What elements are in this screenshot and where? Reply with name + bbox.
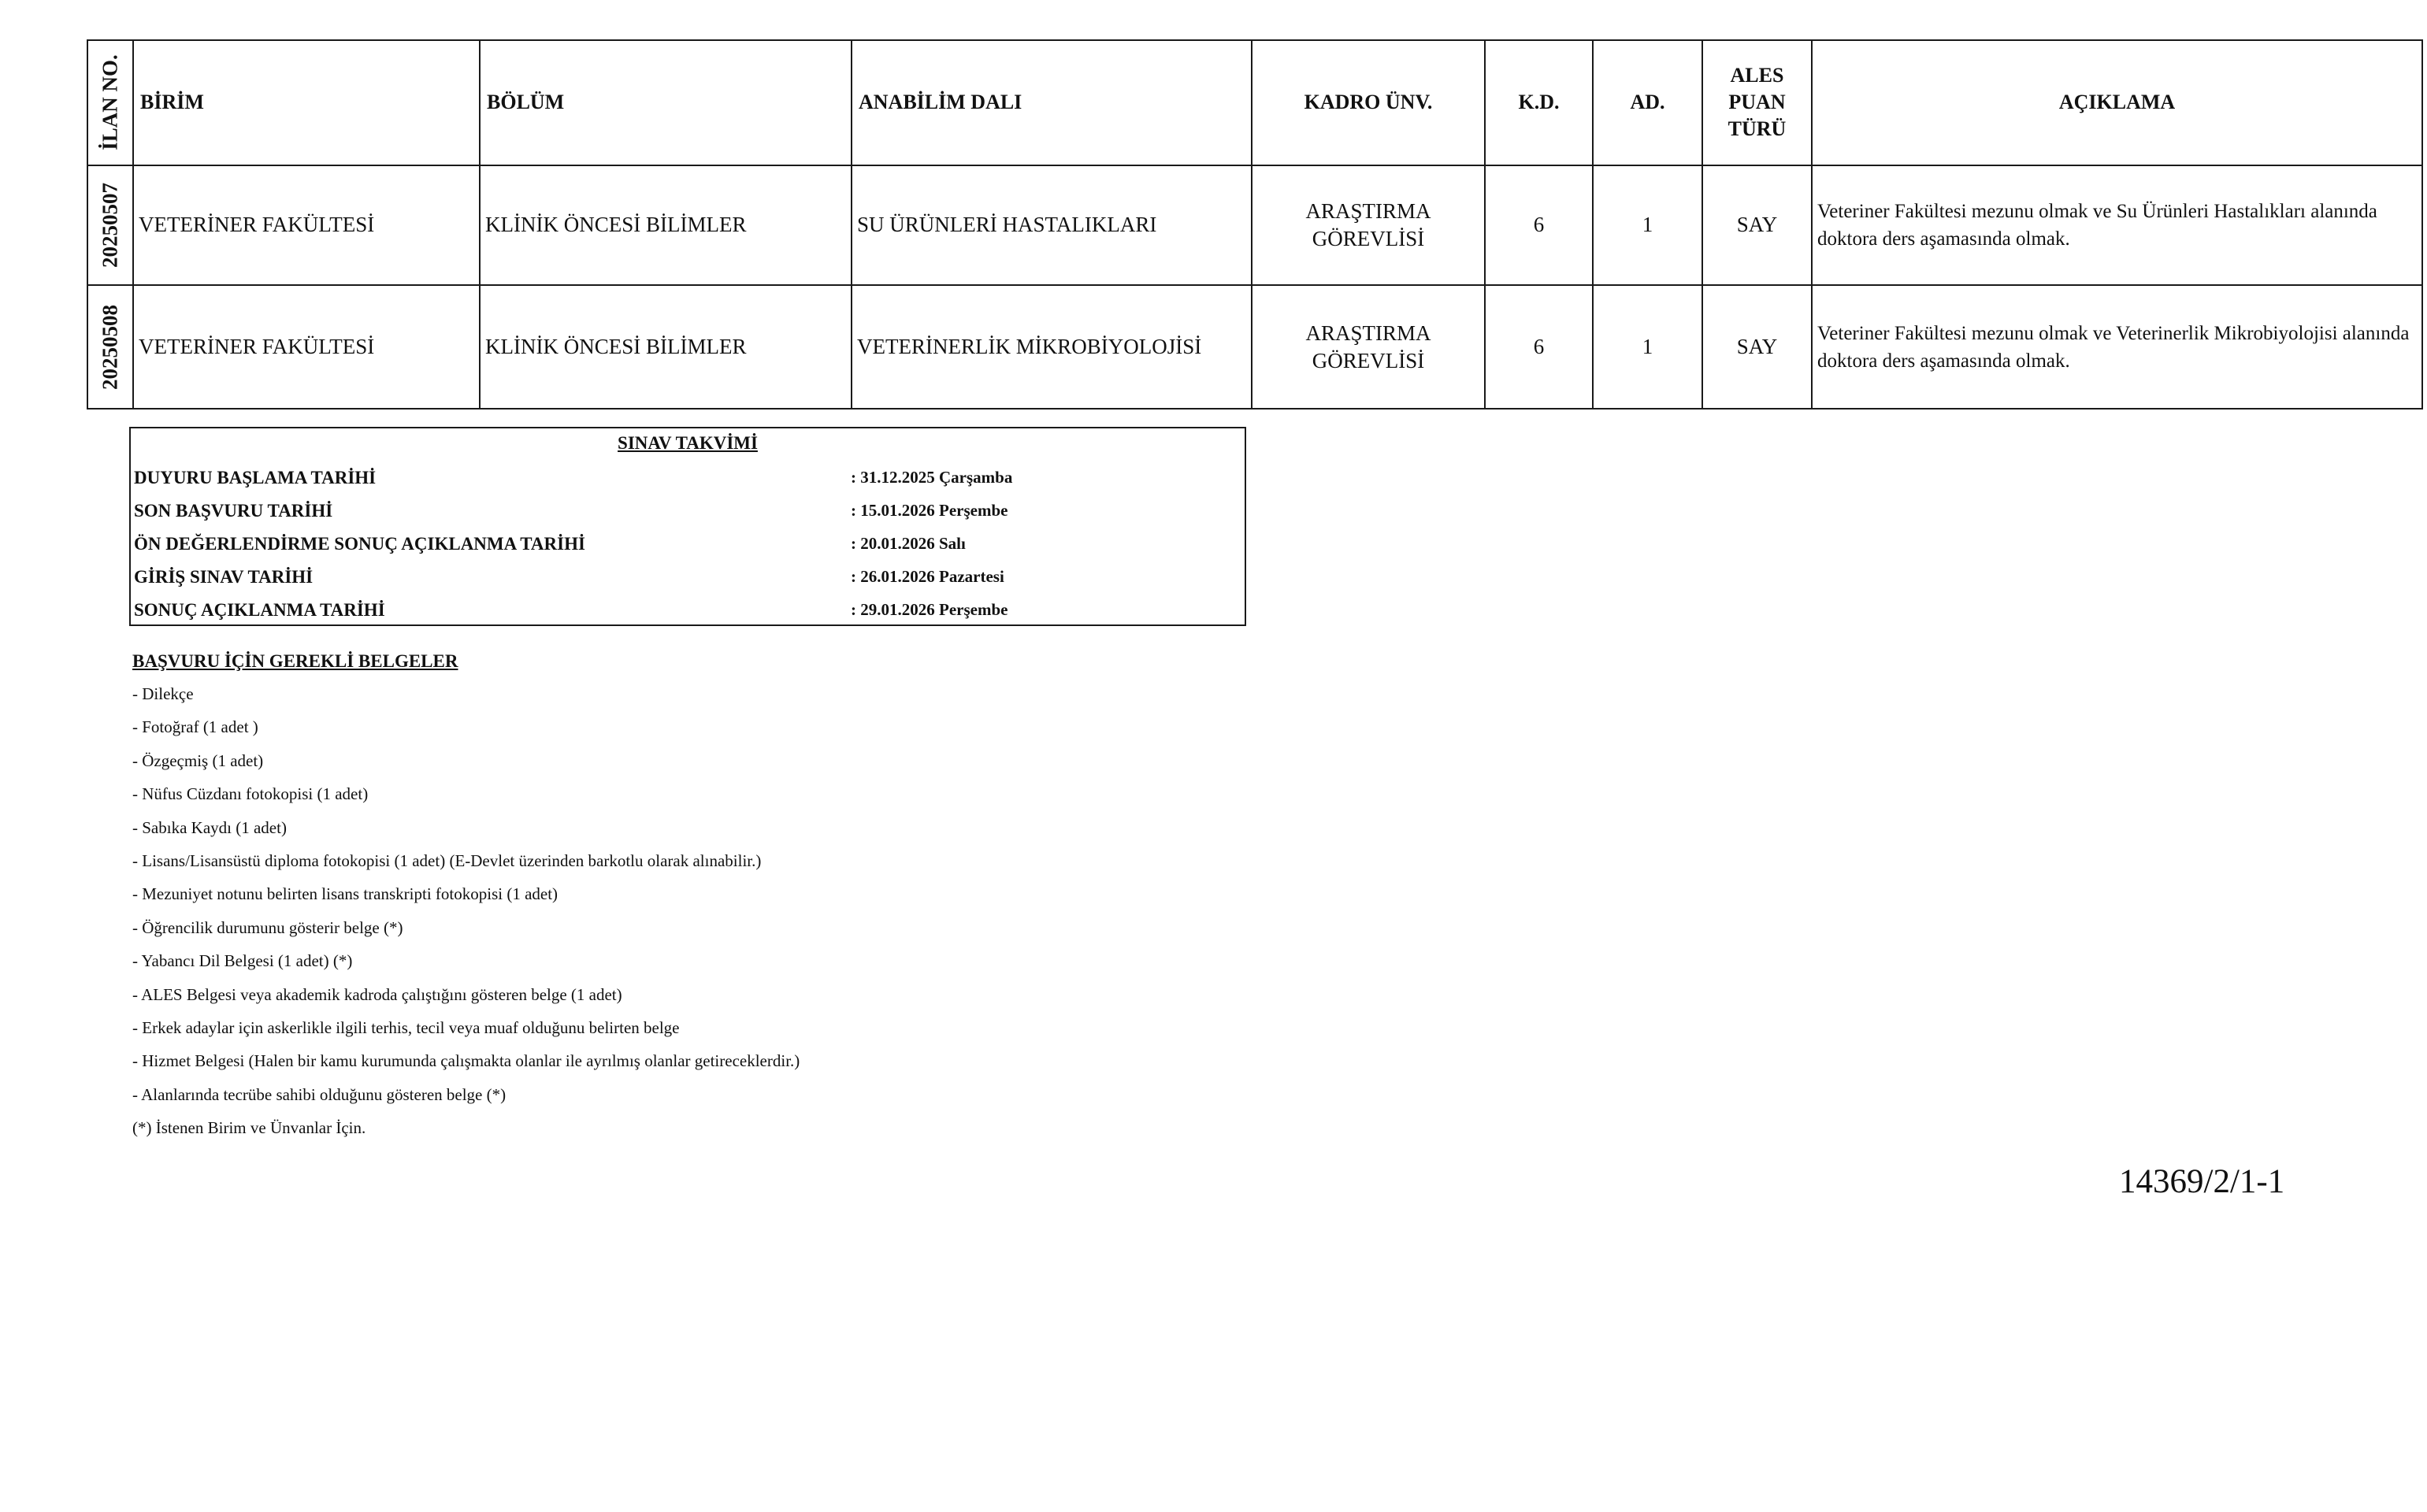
schedule-label: GİRİŞ SINAV TARİHİ xyxy=(134,567,314,587)
header-ad: AD. xyxy=(1593,40,1702,165)
list-item: - Mezuniyet notunu belirten lisans transkripti fotokopisi (1 adet) xyxy=(132,884,559,904)
exam-schedule-title: SINAV TAKVİMİ xyxy=(618,433,758,453)
anabilim-dali-cell: VETERİNERLİK MİKROBİYOLOJİSİ xyxy=(852,285,1252,409)
list-item: - Dilekçe xyxy=(132,684,194,703)
required-documents-title: BAŞVURU İÇİN GEREKLİ BELGELER xyxy=(132,651,458,671)
header-ales-puan-turu: ALES PUAN TÜRÜ xyxy=(1702,40,1812,165)
required-documents-section xyxy=(132,646,800,1144)
table-row xyxy=(87,165,2422,286)
header-birim: BİRİM xyxy=(133,40,480,165)
positions-table xyxy=(87,39,2423,410)
kadro-unv-cell: ARAŞTIRMA GÖREVLİSİ xyxy=(1252,165,1485,286)
header-anabilim-dali: ANABİLİM DALI xyxy=(852,40,1252,165)
exam-schedule-box xyxy=(129,427,1246,626)
schedule-label: SON BAŞVURU TARİHİ xyxy=(134,501,333,521)
list-item: - Sabıka Kaydı (1 adet) xyxy=(132,817,287,837)
bolum-cell: KLİNİK ÖNCESİ BİLİMLER xyxy=(480,285,852,409)
kadro-unv-cell: ARAŞTIRMA GÖREVLİSİ xyxy=(1252,285,1485,409)
header-aciklama: AÇIKLAMA xyxy=(1812,40,2422,165)
list-item: - Lisans/Lisansüstü diploma fotokopisi (1 adet) (E-Devlet üzerinden barkotlu olarak alınabilir.) xyxy=(132,851,762,871)
kd-cell: 6 xyxy=(1485,165,1593,286)
header-kadro-unv: KADRO ÜNV. xyxy=(1252,40,1485,165)
ilan-no-cell: 20250508 xyxy=(87,285,133,409)
birim-cell: VETERİNER FAKÜLTESİ xyxy=(133,285,480,409)
list-item: - Yabancı Dil Belgesi (1 adet) (*) xyxy=(132,951,353,971)
footnote: (*) İstenen Birim ve Ünvanlar İçin. xyxy=(132,1118,366,1138)
list-item: - Öğrencilik durumunu gösterir belge (*) xyxy=(132,917,403,937)
bolum-cell: KLİNİK ÖNCESİ BİLİMLER xyxy=(480,165,852,286)
table-row xyxy=(87,285,2422,409)
list-item: - Nüfus Cüzdanı fotokopisi (1 adet) xyxy=(132,784,369,804)
list-item: - Alanlarında tecrübe sahibi olduğunu gösteren belge (*) xyxy=(132,1084,507,1104)
schedule-label: ÖN DEĞERLENDİRME SONUÇ AÇIKLANMA TARİHİ xyxy=(134,534,585,554)
list-item: - Erkek adaylar için askerlikle ilgili terhis, tecil veya muaf olduğunu belirten belge xyxy=(132,1018,680,1038)
aciklama-cell: Veteriner Fakültesi mezunu olmak ve Veterinerlik Mikrobiyolojisi alanında doktora ders aşamasında olmak. xyxy=(1812,285,2422,409)
ales-cell: SAY xyxy=(1702,165,1812,286)
table-header-row xyxy=(87,40,2422,165)
ilan-no-cell: 20250507 xyxy=(87,165,133,286)
birim-cell: VETERİNER FAKÜLTESİ xyxy=(133,165,480,286)
aciklama-cell: Veteriner Fakültesi mezunu olmak ve Su Ürünleri Hastalıkları alanında doktora ders aşamasında olmak. xyxy=(1812,165,2422,286)
schedule-value: : 31.12.2025 Çarşamba xyxy=(851,468,1013,487)
list-item: - Fotoğraf (1 adet ) xyxy=(132,717,258,737)
header-kd: K.D. xyxy=(1485,40,1593,165)
list-item: - Hizmet Belgesi (Halen bir kamu kurumunda çalışmakta olanlar ile ayrılmış olanlar getireceklerdir.) xyxy=(132,1051,800,1071)
schedule-value: : 29.01.2026 Perşembe xyxy=(851,600,1008,619)
schedule-value: : 20.01.2026 Salı xyxy=(851,534,966,553)
ad-cell: 1 xyxy=(1593,285,1702,409)
list-item: - ALES Belgesi veya akademik kadroda çalıştığını gösteren belge (1 adet) xyxy=(132,984,622,1004)
schedule-label: DUYURU BAŞLAMA TARİHİ xyxy=(134,468,377,487)
list-item: - Özgeçmiş (1 adet) xyxy=(132,750,264,770)
schedule-value: : 15.01.2026 Perşembe xyxy=(851,501,1008,520)
schedule-label: SONUÇ AÇIKLANMA TARİHİ xyxy=(134,600,385,620)
anabilim-dali-cell: SU ÜRÜNLERİ HASTALIKLARI xyxy=(852,165,1252,286)
page-reference-number: 14369/2/1-1 xyxy=(2119,1163,2285,1200)
ales-cell: SAY xyxy=(1702,285,1812,409)
schedule-value: : 26.01.2026 Pazartesi xyxy=(851,567,1004,586)
ad-cell: 1 xyxy=(1593,165,1702,286)
kd-cell: 6 xyxy=(1485,285,1593,409)
header-bolum: BÖLÜM xyxy=(480,40,852,165)
required-documents-list xyxy=(132,677,800,1111)
header-ilan-no: İLAN NO. xyxy=(87,40,133,165)
